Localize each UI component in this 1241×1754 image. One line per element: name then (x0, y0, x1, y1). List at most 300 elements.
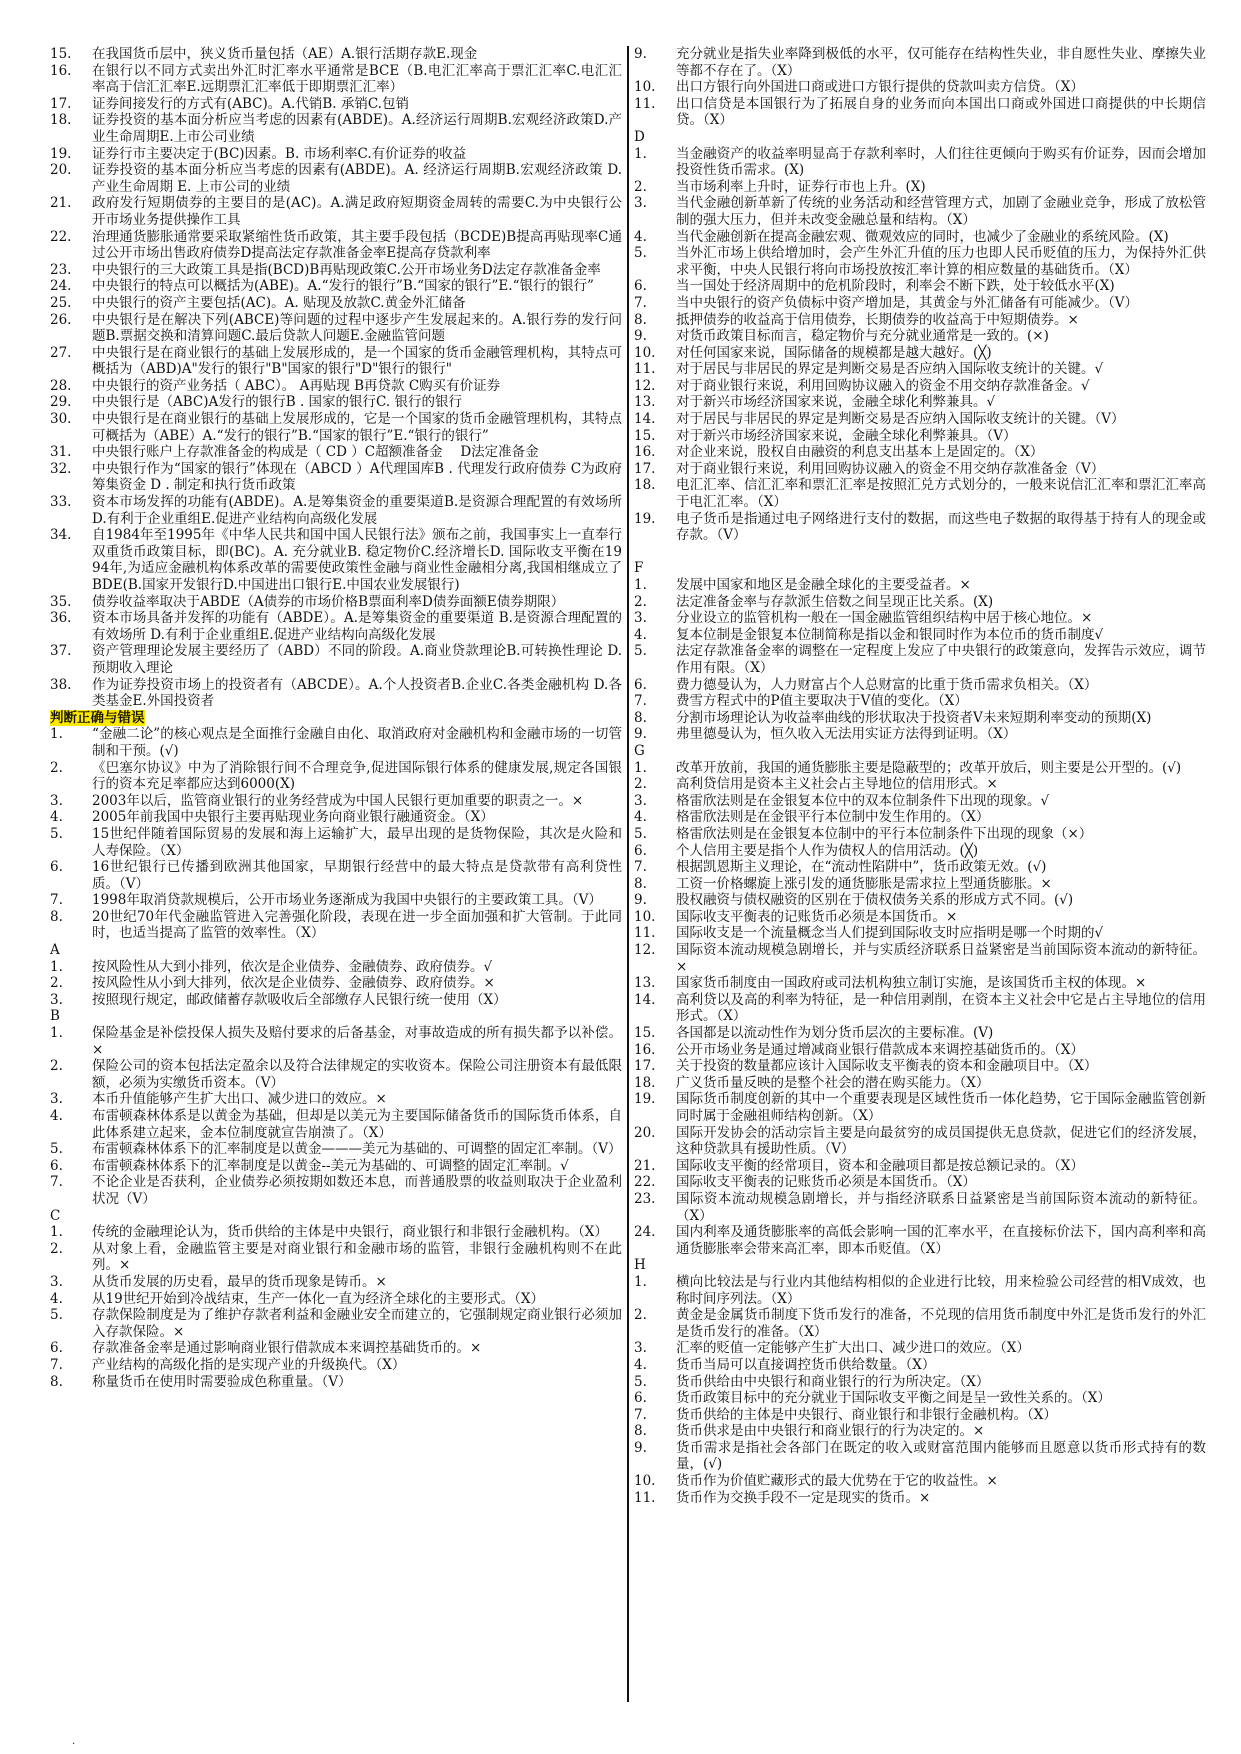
section-heading (50, 710, 622, 727)
item-number: 4. (634, 809, 647, 826)
item-number: 6. (50, 1340, 63, 1357)
item-number: 2. (50, 759, 63, 776)
list-item (634, 760, 1206, 777)
item-text: 股权融资与债权融资的区别在于债权债务关系的形成方式不同。(√) (676, 892, 1074, 909)
list-item (634, 1307, 1206, 1340)
list-item (50, 312, 622, 345)
item-text: 20世纪70年代金融监管进入完善强化阶段，表现在进一步全面加强和扩大管制。于此同时，也适当提高了监管的效率性。（X） (92, 908, 622, 942)
list-item (50, 610, 622, 643)
item-number: 33. (50, 494, 72, 511)
item-text: 法定存款准备金率的调整在一定程度上发应了中央银行的政策意向，发挥告示效应，调节作用有限。（X） (676, 643, 1206, 676)
list-item (50, 262, 622, 279)
list-item (634, 345, 1206, 362)
list-item (634, 1158, 1206, 1175)
list-item (634, 643, 1206, 676)
item-number: 15. (50, 46, 72, 62)
item-text: 当代金融创新革新了传统的业务活动和经营管理方式，加剧了金融业竞争，形成了放松管制的强大压力，但并未改变金融总量和结构。（X） (676, 195, 1206, 228)
item-number: 14. (634, 991, 656, 1008)
item-text: 电子货币是指通过电子网络进行支付的数据，而这些电子数据的取得基于持有人的现金或存款。（V） (676, 510, 1206, 544)
item-number: 4. (634, 1356, 647, 1373)
item-number: 4. (634, 228, 647, 245)
item-number: 8. (634, 311, 647, 328)
item-text: 当代金融创新在提高金融宏观、微观效应的同时，也减少了金融业的系统风险。(X) (676, 228, 1169, 245)
list-item (50, 295, 622, 312)
item-number: 2. (634, 1307, 647, 1324)
item-text: 中央银行是（ABC)A发行的银行B . 国家的银行C. 银行的银行 (92, 394, 462, 411)
item-number: 7. (50, 1356, 63, 1373)
list-item (634, 892, 1206, 909)
letter-group-heading: A (50, 942, 60, 959)
list-item (50, 1374, 622, 1391)
item-number: 24. (50, 278, 72, 295)
list-item (50, 959, 622, 976)
item-number: 24. (634, 1224, 656, 1241)
list-item (50, 975, 622, 992)
item-number: 3. (634, 792, 647, 809)
item-number: 13. (634, 975, 656, 992)
item-text: 2005年前我国中央银行主要再贴现业务向商业银行融通资金。（X） (92, 809, 494, 826)
item-number: 11. (634, 361, 656, 378)
item-text: 抵押债券的收益高于信用债券，长期债券的收益高于中短期债券。× (676, 311, 1079, 328)
item-number: 3. (50, 1091, 63, 1108)
list-item (634, 726, 1206, 743)
item-text: 治理通货膨胀通常要采取紧缩性货币政策，其主要手段包括（BCDE)B提高再贴现率C通过公开市场出售政府债券D提高法定存款准备金率E提高存贷款利率 (92, 228, 622, 262)
list-item (634, 1042, 1206, 1059)
list-item (50, 494, 622, 527)
item-number: 27. (50, 344, 72, 361)
item-number: 6. (634, 842, 647, 859)
list-item (634, 876, 1206, 893)
list-item (50, 112, 622, 145)
item-number: 5. (634, 643, 647, 660)
list-item (634, 245, 1206, 278)
item-number: 1. (50, 958, 63, 975)
item-text: 保险基金是补偿投保人损失及赔付要求的后备基金，对事故造成的所有损失都予以补偿。× (92, 1025, 622, 1058)
item-text: 存款准备金率是通过影响商业银行借款成本来调控基础货币的。× (92, 1340, 482, 1357)
item-text: 汇率的贬值一定能够产生扩大出口、减少进口的效应。（X） (676, 1340, 1030, 1357)
item-number: 2. (634, 776, 647, 793)
item-number: 7. (634, 859, 647, 876)
list-item (634, 627, 1206, 644)
item-number: 6. (634, 676, 647, 693)
item-number: 3. (634, 195, 647, 212)
item-number: 5. (634, 245, 647, 262)
item-number: 6. (50, 859, 63, 876)
item-number: 17. (634, 1058, 656, 1075)
item-text: 国际资本流动规模急剧增长，并与实质经济联系日益紧密是当前国际资本流动的新特征。× (676, 942, 1206, 975)
list-item (634, 909, 1206, 926)
list-item (634, 511, 1206, 544)
item-text: 资本市场发挥的功能有(ABDE)。A.是筹集资金的重要渠道B.是资源合理配置的有效场所D.有利于企业重组E.促进产业结构向高级化发展 (92, 494, 622, 527)
list-item (634, 1473, 1206, 1490)
item-text: 格雷欣法则是在金银复本位制中的平行本位制条件下出现的现象（×） (676, 825, 1093, 842)
list-item (634, 710, 1206, 727)
item-text: 称量货币在使用时需要验成色称重量。（V） (92, 1373, 352, 1390)
item-text: 产业结构的高级化指的是实现产业的升级换代。（X） (92, 1356, 406, 1373)
item-number: 1. (634, 577, 647, 593)
list-item (50, 1108, 622, 1141)
item-number: 8. (634, 875, 647, 892)
letter-group-heading: B (50, 1008, 60, 1025)
item-number: 9. (634, 726, 647, 743)
list-item (50, 1025, 622, 1058)
list-item (634, 1174, 1206, 1191)
item-number: 4. (50, 1290, 63, 1307)
item-number: 15. (634, 427, 656, 444)
left-column (50, 46, 622, 1702)
list-item (634, 826, 1206, 843)
list-item (50, 809, 622, 826)
list-item (50, 826, 622, 859)
item-number: 10. (634, 79, 656, 96)
item-number: 2. (634, 178, 647, 195)
item-text: 国际收支是一个流量概念当人们提到国际收支时应指明是哪一个时期的√ (676, 925, 1104, 942)
item-text: 弗里德曼认为，恒久收入无法用实证方法得到证明。（X） (676, 726, 1017, 743)
item-number: 14. (634, 411, 656, 428)
list-item (634, 312, 1206, 329)
list-item (634, 1058, 1206, 1075)
item-text: 中央银行是在商业银行的基础上发展形成的，它是一个国家的货币金融管理机构，其特点可概括为（ABE）A.“发行的银行”B.“国家的银行”E.“银行的银行” (92, 411, 622, 444)
item-text: 货币政策目标中的充分就业于国际收支平衡之间是呈一致性关系的。（X） (676, 1390, 1111, 1407)
item-number: 25. (50, 294, 72, 311)
list-item (634, 594, 1206, 611)
item-number: 32. (50, 460, 72, 477)
item-number: 23. (50, 261, 72, 278)
list-item (50, 278, 622, 295)
list-item (50, 411, 622, 444)
list-item (50, 643, 622, 676)
item-text: 对任何国家来说，国际储备的规模都是越大越好。(╳) (676, 344, 992, 361)
item-text: 国际开发协会的活动宗旨主要是向最贫穷的成员国提供无息贷款，促进它们的经济发展，这种贷款具有援助性质。（V） (676, 1124, 1206, 1158)
item-text: 中央银行的特点可以概括为(ABE)。A.“发行的银行”B.“国家的银行”E.“银行的银行” (92, 278, 594, 295)
item-text: 资产管理理论发展主要经历了（ABD）不同的阶段。A.商业贷款理论B.可转换性理论 D.预期收入理论 (92, 643, 622, 676)
list-item (50, 594, 622, 611)
list-item (634, 1091, 1206, 1124)
item-text: 货币需求是指社会各部门在既定的收入或财富范围内能够而且愿意以货币形式持有的数量，(√) (676, 1439, 1206, 1473)
list-item (634, 859, 1206, 876)
item-number: 19. (634, 510, 656, 527)
item-text: 中央银行的资产业务括（ ABC）。 A再贴现 B再贷款 C购买有价证券 (92, 377, 501, 394)
list-item (634, 444, 1206, 461)
item-text: 充分就业是指失业率降到极低的水平，仅可能存在结构性失业，非自愿性失业、摩擦失业等都不存在了。（X） (676, 46, 1206, 79)
item-number: 7. (50, 1174, 63, 1191)
list-item (634, 1274, 1206, 1307)
page-footer-mark: . (72, 1736, 76, 1747)
list-item (634, 776, 1206, 793)
item-text: 证券行市主要决定于(BC)因素。B. 市场利率C.有价证券的收益 (92, 145, 467, 162)
list-item (634, 1440, 1206, 1473)
item-number: 11. (634, 925, 656, 942)
item-text: 证券投资的基本面分析应当考虑的因素有(ABDE)。A.经济运行周期B.宏观经济政策D.产业生命周期E.上市公司业绩 (92, 112, 622, 145)
item-text: 黄金是金属货币制度下货币发行的准备，不兑现的信用货币制度中外汇是货币发行的外汇是货币发行的准备。（X） (676, 1307, 1206, 1340)
list-item (50, 1340, 622, 1357)
list-item (634, 577, 1206, 594)
list-item (634, 295, 1206, 312)
list-item (50, 229, 622, 262)
item-number: 35. (50, 593, 72, 610)
item-text: “金融二论”的核心观点是全面推行金融自由化、取消政府对金融机构和金融市场的一切管制和干预。(√) (92, 726, 622, 759)
item-number: 18. (634, 1074, 656, 1091)
item-text: 分割市场理论认为收益率曲线的形状取决于投资者V未来短期利率变动的预期(X) (676, 709, 1152, 726)
list-item (50, 677, 622, 710)
item-number: 22. (50, 228, 72, 245)
list-item (50, 345, 622, 378)
section-heading-text: 判断正确与错误 (50, 709, 145, 726)
list-item (634, 843, 1206, 860)
list-item (50, 63, 622, 96)
item-text: 各国都是以流动性作为划分货币层次的主要标准。(V) (676, 1025, 994, 1042)
list-item (634, 1075, 1206, 1092)
item-number: 37. (50, 643, 72, 660)
item-text: 横向比较法是与行业内其他结构相似的企业进行比较，用来检验公司经营的相V成效，也称时间序列法。（X） (676, 1273, 1206, 1307)
item-number: 2. (50, 1058, 63, 1075)
item-number: 21. (634, 1157, 656, 1174)
list-item (50, 892, 622, 909)
item-number: 29. (50, 394, 72, 411)
item-text: 中央银行的三大政策工具是指(BCD)B再贴现政策C.公开市场业务D法定存款准备金率 (92, 261, 601, 278)
item-text: 复本位制是金银复本位制简称是指以金和银同时作为本位币的货币制度√ (676, 626, 1104, 643)
item-text: 存款保险制度是为了维护存款者利益和金融业安全而建立的，它强制规定商业银行必须加入存款保险。× (92, 1307, 622, 1340)
item-number: 9. (634, 328, 647, 345)
item-number: 9. (634, 46, 647, 62)
list-item (50, 461, 622, 494)
item-number: 12. (634, 377, 656, 394)
item-text: 国家货币制度由一国政府或司法机构独立制订实施，是该国货币主权的体现。× (676, 975, 1147, 992)
list-item (634, 461, 1206, 478)
list-item (634, 1423, 1206, 1440)
item-number: 22. (634, 1174, 656, 1191)
list-item (634, 477, 1206, 510)
item-number: 5. (50, 1141, 63, 1158)
item-number: 8. (634, 709, 647, 726)
list-item (50, 394, 622, 411)
list-item (634, 1357, 1206, 1374)
item-text: 对于商业银行来说，利用回购协议融入的资金不用交纳存款准备金（V） (676, 460, 1105, 477)
letter-group-heading: F (634, 560, 644, 577)
list-item (50, 1291, 622, 1308)
list-item (634, 96, 1206, 129)
item-text: 当外汇市场上供给增加时，会产生外汇升值的压力也即人民币贬值的压力，为保持外汇供求平衡，中央人民银行将向市场投放按汇率计算的相应数量的基础货币。（X） (676, 245, 1206, 278)
item-text: 按照现行规定，邮政储蓄存款吸收后全部缴存人民银行统一使用（X） (92, 991, 507, 1008)
list-item (634, 278, 1206, 295)
list-item (634, 1224, 1206, 1257)
item-text: 国际收支平衡表的记账货币必须是本国货币。（X） (676, 1174, 976, 1191)
item-number: 1. (50, 1224, 63, 1241)
item-number: 16. (634, 444, 656, 461)
item-number: 11. (634, 1489, 656, 1506)
item-number: 13. (634, 394, 656, 411)
item-text: 高利贷以及高的利率为特征，是一种信用剥削，在资本主义社会中它是占主导地位的信用形式。（X） (676, 991, 1206, 1025)
item-number: 16. (634, 1041, 656, 1058)
list-item (50, 1241, 622, 1274)
item-text: 当中央银行的资产负债标中资产增加是，其黄金与外汇储备有可能减少。（V） (676, 294, 1138, 311)
item-number: 8. (50, 1373, 63, 1390)
item-number: 3. (634, 1340, 647, 1357)
item-text: 从对象上看，金融监管主要是对商业银行和金融市场的监管，非银行金融机构则不在此列。× (92, 1240, 622, 1274)
list-item (634, 394, 1206, 411)
item-number: 1. (634, 1273, 647, 1290)
list-item (634, 428, 1206, 445)
list-item (634, 1340, 1206, 1357)
list-item (50, 195, 622, 228)
item-text: 本币升值能够产生扩大出口、减少进口的效应。× (92, 1091, 387, 1108)
item-text: 在银行以不同方式卖出外汇时汇率水平通常是BCE（B.电汇汇率高于票汇汇率C.电汇汇率高于信汇汇率E.远期票汇汇率低于即期票汇汇率） (92, 62, 622, 96)
item-number: 8. (634, 1423, 647, 1440)
item-number: 36. (50, 610, 72, 627)
item-number: 6. (634, 1390, 647, 1407)
list-item (50, 162, 622, 195)
item-text: 国际资本流动规模急剧增长，并与指经济联系日益紧密是当前国际资本流动的新特征。（X） (676, 1190, 1206, 1224)
list-item (634, 925, 1206, 942)
item-text: 货币作为价值贮藏形式的最大优势在于它的收益性。× (676, 1473, 998, 1490)
item-text: 从货币发展的历史看，最早的货币现象是铸币。× (92, 1273, 387, 1290)
item-number: 17. (634, 460, 656, 477)
item-text: 按风险性从大到小排列，依次是企业债券、金融债券、政府债券。√ (92, 958, 493, 975)
list-item (634, 1191, 1206, 1224)
item-text: 法定准备金率与存款派生倍数之间呈现正比关系。(X) (676, 593, 994, 610)
item-number: 6. (634, 278, 647, 295)
list-item (634, 975, 1206, 992)
item-text: 高利贷信用是资本主义社会占主导地位的信用形式。× (676, 776, 998, 793)
list-item (634, 411, 1206, 428)
item-text: 中央银行账户上存款准备金的构成是（ CD ）C超额准备金 D法定准备金 (92, 444, 539, 461)
item-number: 30. (50, 411, 72, 428)
list-item (634, 328, 1206, 345)
item-text: 对于商业银行来说，利用回购协议融入的资金不用交纳存款准备金。√ (676, 377, 1090, 394)
letter-group-heading: G (634, 742, 645, 759)
item-text: 改革开放前，我国的通货膨胀主要是隐蔽型的；改革开放后，则主要是公开型的。(√) (676, 759, 1182, 776)
blank-line (634, 544, 1206, 561)
item-text: 公开市场业务是通过增减商业银行借款成本来调控基础货币的。（X） (676, 1041, 1084, 1058)
column-divider (627, 46, 629, 1702)
item-text: 出口方银行向外国进口商或进口方银行提供的贷款叫卖方信贷。（X） (676, 79, 1084, 96)
list-item (634, 46, 1206, 79)
item-text: 资本市场具备并发挥的功能有（ABDE）。A.是筹集资金的重要渠道 B.是资源合理配置的有效场所 D.有利于企业重组E.促进产业结构向高级化发展 (92, 610, 622, 643)
item-number: 8. (50, 908, 63, 925)
item-text: 当一国处于经济周期中的危机阶段时，利率会不断下跌，处于较低水平(X) (676, 278, 1115, 295)
list-item (50, 1058, 622, 1091)
list-item (50, 444, 622, 461)
item-text: 货币作为交换手段不一定是现实的货币。× (676, 1489, 931, 1506)
list-item (634, 378, 1206, 395)
item-number: 5. (50, 825, 63, 842)
item-number: 2. (50, 975, 63, 992)
letter-group-heading: D (634, 128, 645, 145)
item-text: 在我国货币层中，狭义货币量包括（AE）A.银行活期存款E.现金 (92, 46, 478, 62)
item-text: 2003年以后，监管商业银行的业务经营成为中国人民银行更加重要的职责之一。× (92, 792, 584, 809)
list-item (634, 146, 1206, 179)
list-item (634, 942, 1206, 975)
list-item (634, 992, 1206, 1025)
item-text: 中央银行是在解决下列(ABCE)等问题的过程中逐步产生发展起来的。A.银行券的发行问题B.票据交换和清算问题C.最后贷款人问题E.金融监管问题 (92, 311, 622, 345)
item-number: 16. (50, 62, 72, 79)
list-item (50, 378, 622, 395)
item-text: 工资一价格螺旋上涨引发的通货膨胀是需求拉上型通货膨胀。× (676, 875, 1052, 892)
item-text: 电汇汇率、信汇汇率和票汇汇率是按照汇兑方式划分的，一般来说信汇汇率和票汇汇率高于电汇汇率。（X） (676, 477, 1206, 511)
item-number: 17. (50, 95, 72, 112)
item-text: 货币供给由中央银行和商业银行的行为所决定。（X） (676, 1373, 990, 1390)
letter-group-heading: H (634, 1257, 646, 1274)
item-text: 个人信用主要是指个人作为债权人的信用活动。(╳) (676, 842, 979, 859)
item-text: 布雷顿森林体系下的汇率制度是以黄金--美元为基础的、可调整的固定汇率制。√ (92, 1157, 569, 1174)
item-text: 国际收支平衡表的记账货币必须是本国货币。× (676, 908, 958, 925)
item-number: 3. (50, 792, 63, 809)
item-number: 3. (50, 991, 63, 1008)
list-item (634, 793, 1206, 810)
item-text: 国内利率及通货膨胀率的高低会影响一国的汇率水平，在直接标价法下，国内高利率和高通货膨胀率会带来高汇率，即本币贬值。（X） (676, 1224, 1206, 1257)
item-text: 政府发行短期债券的主要目的是(AC)。A.满足政府短期资金周转的需要C.为中央银行公开市场业务提供操作工具 (92, 195, 622, 228)
item-text: 布雷顿森林体系是以黄金为基础，但却是以美元为主要国际储备货币的国际货币体系，自此体系建立起来，金本位制度就宣告崩溃了。（X） (92, 1108, 622, 1141)
item-text: 出口信贷是本国银行为了拓展自身的业务而向本国出口商或外国进口商提供的中长期信贷。（X） (676, 95, 1206, 129)
item-number: 26. (50, 311, 72, 328)
item-number: 2. (50, 1240, 63, 1257)
list-item (634, 79, 1206, 96)
list-item (50, 859, 622, 892)
list-item (50, 760, 622, 793)
item-number: 18. (50, 112, 72, 129)
item-number: 4. (634, 626, 647, 643)
item-text: 中央银行作为“国家的银行”体现在（ABCD ）A代理国库B . 代理发行政府债券 C为政府筹集资金 D . 制定和执行货币政策 (92, 460, 622, 494)
item-number: 28. (50, 377, 72, 394)
item-text: 传统的金融理论认为，货币供给的主体是中央银行，商业银行和非银行金融机构。（X） (92, 1224, 608, 1241)
item-text: 货币供求是由中央银行和商业银行的行为决定的。× (676, 1423, 985, 1440)
item-number: 18. (634, 477, 656, 494)
item-text: 证券间接发行的方式有(ABC)。A.代销B. 承销C.包销 (92, 95, 409, 112)
item-number: 5. (50, 1307, 63, 1324)
item-text: 分业设立的监管机构一般在一国金融监管组织结构中居于核心地位。× (676, 610, 1093, 627)
item-number: 3. (50, 1273, 63, 1290)
item-text: 保险公司的资本包括法定盈余以及符合法律规定的实收资本。保险公司注册资本有最低限额，必须为实缴货币资本。（V） (92, 1058, 622, 1091)
list-item (634, 1390, 1206, 1407)
item-text: 布雷顿森林体系下的汇率制度是以黄金———美元为基础的、可调整的固定汇率制。（V） (92, 1141, 622, 1158)
item-number: 4. (50, 809, 63, 826)
item-text: 作为证券投资市场上的投资者有（ABCDE）。A.个人投资者B.企业C.各类金融机构 D.各类基金E.外国投资者 (92, 676, 622, 710)
list-item (634, 195, 1206, 228)
list-item (50, 1274, 622, 1291)
item-number: 5. (634, 825, 647, 842)
item-text: 费雪方程式中的P值主要取决于V值的变化。（X） (676, 693, 968, 710)
item-text: 费力德曼认为，人力财富占个人总财富的比重于货币需求负相关。（X） (676, 676, 1098, 693)
list-item (634, 1407, 1206, 1424)
list-item (50, 146, 622, 163)
item-number: 3. (634, 610, 647, 627)
item-number: 19. (50, 145, 72, 162)
item-number: 12. (634, 942, 656, 959)
list-item (50, 726, 622, 759)
letter-group-heading: C (50, 1207, 61, 1224)
item-text: 债券收益率取决于ABDE（A债券的市场价格B票面利率D债券面额E债券期限） (92, 593, 565, 610)
item-number: 15. (634, 1025, 656, 1042)
item-number: 7. (634, 693, 647, 710)
item-number: 4. (50, 1108, 63, 1124)
item-text: 国际收支平衡的经常项目，资本和金融项目都是按总额记录的。（X） (676, 1157, 1084, 1174)
item-text: 中央银行是在商业银行的基础上发展形成的，是一个国家的货币金融管理机构，其特点可概括为（ABD)A"发行的银行"B"国家的银行"D"银行的银行" (92, 344, 622, 378)
list-item (634, 610, 1206, 627)
item-number: 20. (50, 162, 72, 179)
item-number: 38. (50, 676, 72, 693)
item-text: 国际货币制度创新的其中一个重要表现是区域性货币一体化趋势，它于国际金融监管创新同时属于金融祖师结构创新。（X） (676, 1091, 1206, 1124)
list-item (50, 793, 622, 810)
item-text: 1998年取消贷款规模后，公开市场业务逐渐成为我国中央银行的主要政策工具。（V） (92, 892, 602, 909)
list-item (634, 1025, 1206, 1042)
item-number: 20. (634, 1124, 656, 1141)
list-item (634, 1125, 1206, 1158)
item-text: 证券投资的基本面分析应当考虑的因素有(ABDE)。A. 经济运行周期B.宏观经济政策 D. 产业生命周期 E. 上市公司的业绩 (92, 162, 622, 195)
list-item (634, 1374, 1206, 1391)
list-item (634, 693, 1206, 710)
item-number: 5. (634, 1373, 647, 1390)
item-text: 对于新兴市场经济国家来说，金融全球化利弊兼具。√ (676, 394, 996, 411)
